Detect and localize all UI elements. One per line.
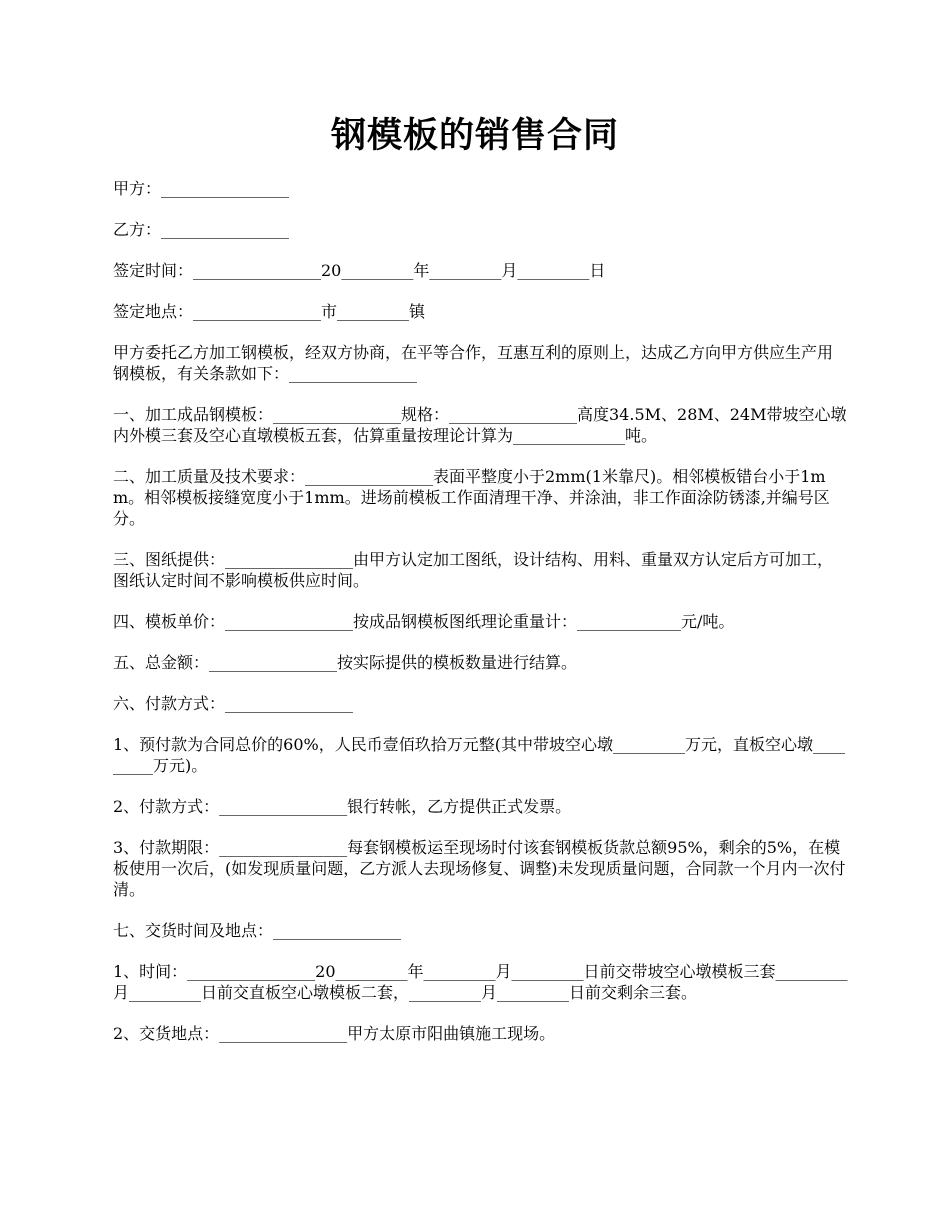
delivery-item-2: 2、交货地点：________________甲方太原市阳曲镇施工现场。	[113, 1024, 556, 1043]
party-b-line: 乙方：________________	[113, 220, 290, 239]
clause-3-drawings: 三、图纸提供：________________由甲方认定加工图纸，设计结构、用料、重量双方认定后方可加工，图纸认定时间不影响模板供应时间。	[113, 550, 834, 590]
payment-item-2: 2、付款方式：________________银行转帐，乙方提供正式发票。	[113, 797, 572, 816]
clause-7-delivery: 七、交货时间及地点：________________	[113, 921, 402, 940]
payment-item-1: 1、预付款为合同总价的60%，人民币壹佰玖拾万元整(其中带坡空心墩_________万元，直板空心墩_________万元)。	[113, 735, 845, 775]
delivery-item-1: 1、时间：________________20_________年_________月_________日前交带坡空心墩模板三套_________月_________日前交直板空心墩模板二套，_________月_________日前交剩余三套。	[113, 962, 848, 1002]
payment-item-3: 3、付款期限：________________每套钢模板运至现场时付该套钢模板货款总额95%，剩余的5%，在模板使用一次后，(如发现质量问题，乙方派人去现场修复、调整)未发现质量问题，合同款一个月内一次付清。	[113, 838, 846, 899]
document-body	[113, 178, 848, 1064]
clause-1-product: 一、加工成品钢模板：________________规格：________________高度34.5M、28M、24M带坡空心墩内外模三套及空心直墩模板五套，估算重量按理论计算为______________吨。	[113, 405, 847, 445]
party-a-line: 甲方：________________	[113, 179, 290, 198]
clause-6-payment: 六、付款方式：________________	[113, 694, 354, 713]
document-title: 钢模板的销售合同	[330, 115, 619, 156]
clause-4-unit-price: 四、模板单价：________________按成品钢模板图纸理论重量计：_____________元/吨。	[113, 612, 735, 631]
clause-2-quality: 二、加工质量及技术要求：________________表面平整度小于2mm(1米靠尺)。相邻模板错台小于1mm。相邻模板接缝宽度小于1mm。进场前模板工作面清理干净、并涂油，非工作面涂防锈漆,并编号区分。	[113, 467, 830, 528]
signing-date-line: 签定时间：________________20_________年_________月_________日	[113, 261, 606, 280]
clause-5-total-amount: 五、总金额：________________按实际提供的模板数量进行结算。	[113, 653, 578, 672]
signing-place-line: 签定地点：________________市_________镇	[113, 302, 426, 321]
intro-paragraph: 甲方委托乙方加工钢模板，经双方协商，在平等合作，互惠互利的原则上，达成乙方向甲方供应生产用钢模板，有关条款如下：________________	[113, 343, 834, 383]
